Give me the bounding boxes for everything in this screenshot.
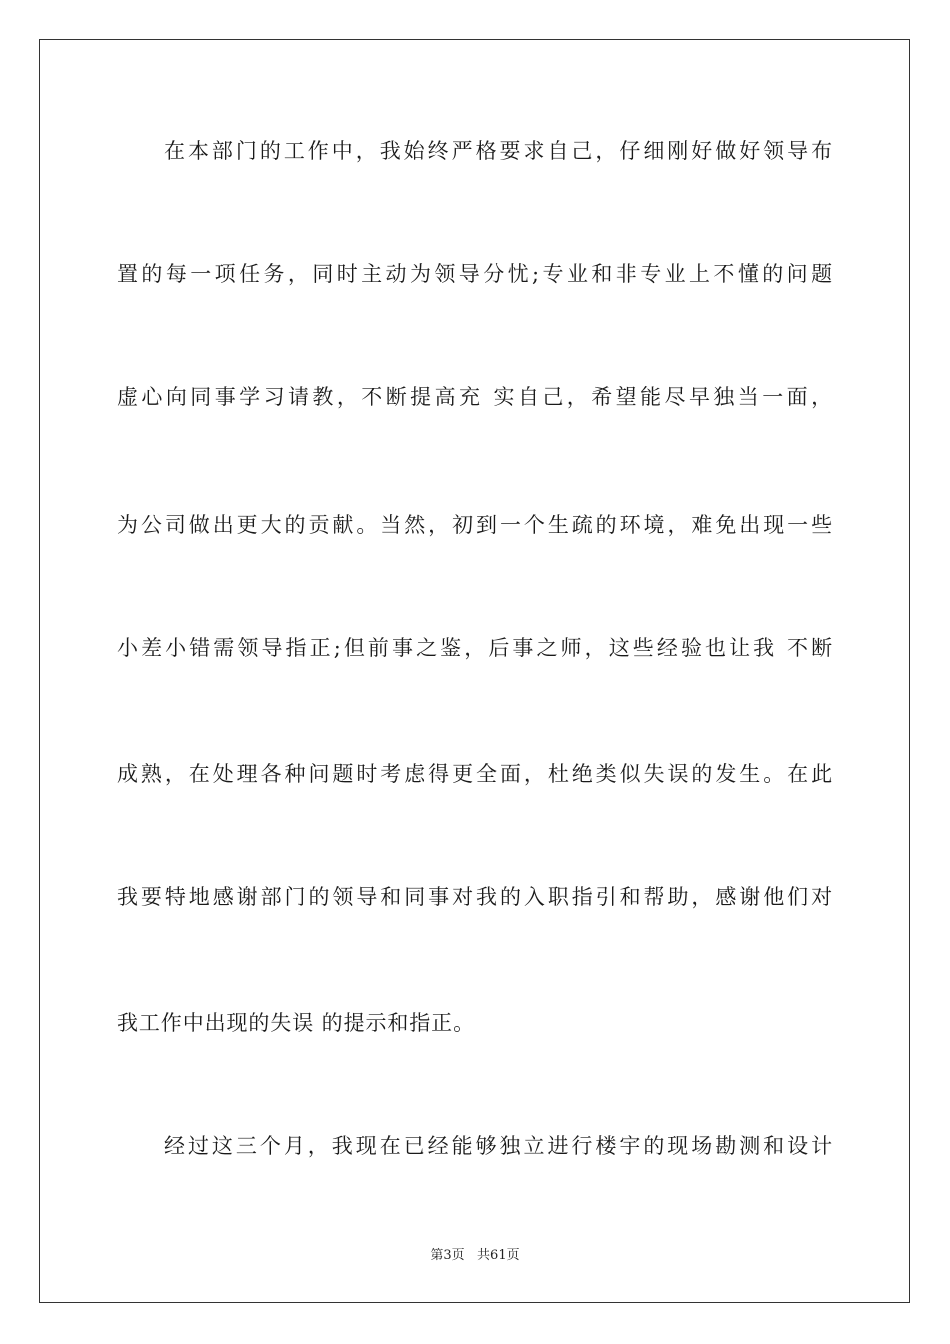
page-number-footer: 第3页 共61页 [430, 1248, 520, 1263]
paragraph-line: 为公司做出更大的贡献。当然，初到一个生疏的环境，难免出现一些 [117, 513, 833, 537]
paragraph-line: 经过这三个月，我现在已经能够独立进行楼宇的现场勘测和设计 [164, 1134, 833, 1158]
paragraph-line: 置的每一项任务，同时主动为领导分忧;专业和非专业上不懂的问题 [117, 262, 833, 286]
paragraph-line: 在本部门的工作中，我始终严格要求自己，仔细刚好做好领导布 [164, 139, 833, 163]
paragraph-line: 小差小错需领导指正;但前事之鉴，后事之师，这些经验也让我 不断 [117, 636, 833, 660]
paragraph-line: 我要特地感谢部门的领导和同事对我的入职指引和帮助，感谢他们对 [117, 885, 833, 909]
paragraph-line: 虚心向同事学习请教，不断提高充 实自己，希望能尽早独当一面， [117, 385, 833, 409]
page-frame [39, 39, 910, 1303]
paragraph-line: 我工作中出现的失误 的提示和指正。 [117, 1011, 475, 1035]
paragraph-line: 成熟，在处理各种问题时考虑得更全面，杜绝类似失误的发生。在此 [117, 762, 833, 786]
